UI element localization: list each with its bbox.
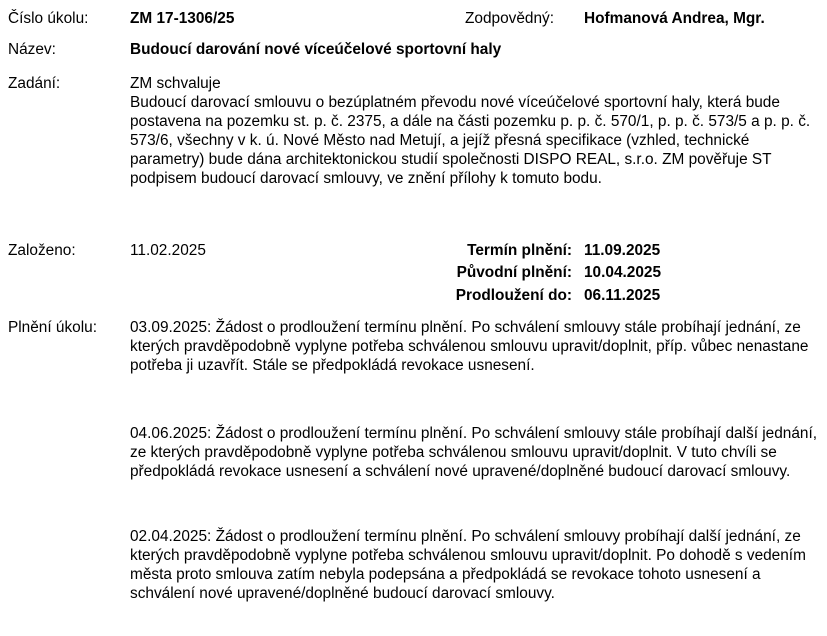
deadline-date: 11.09.2025 bbox=[584, 242, 661, 259]
fulfillment-entry: 04.06.2025: Žádost o prodloužení termínu plnění. Po schválení smlouvy stále probíhají další jednání, ze kterých pravděpodobně vyplyne potřeba schválenou smlouvu upravit/doplnit. V tuto chvíli se předpokládá revokace usnesení a schválení nové upravené/doplněné budoucí darovací smlouvy. bbox=[130, 425, 818, 480]
responsible-label: Zodpovědný: bbox=[465, 10, 554, 27]
original-deadline-date: 10.04.2025 bbox=[584, 264, 662, 281]
created-label: Založeno: bbox=[8, 242, 76, 259]
responsible-person: Hofmanová Andrea, Mgr. bbox=[584, 10, 765, 27]
original-deadline-label: Původní plnění: bbox=[456, 264, 572, 281]
deadline-label: Termín plnění: bbox=[467, 242, 572, 259]
assignment-body: Budoucí darovací smlouvu o bezúplatném převodu nové víceúčelové sportovní haly, která bude postavena na pozemku st. p. č. 2375, a dále na části pozemku p. p. č. 570/1, p. p. č. 573/5 a p. p. č. 573/6, všechny v k. ú. Nové Město nad Metují, a jejíž přesná specifikace (vzhled, technické parametry) bude dána architektonickou studií společnosti DISPO REAL, s.r.o. ZM pověřuje ST podpisem budoucí darovací smlouvy, ve znění přílohy k tomuto bodu. bbox=[130, 94, 811, 187]
fulfillment-entry: 02.04.2025: Žádost o prodloužení termínu plnění. Po schválení smlouvy probíhají další jednání, ze kterých pravděpodobně vyplyne potřeba schválenou smlouvu upravit/doplnit. Po dohodě s vedením města proto smlouva zatím nebyla podepsána a předpokládá se revokace tohoto usnesení a schválení nové upravené/doplněné budoucí darovací smlouvy. bbox=[130, 528, 806, 602]
task-number-label: Číslo úkolu: bbox=[8, 10, 89, 27]
extended-deadline-label: Prodloužení do: bbox=[455, 287, 572, 304]
assignment-line1: ZM schvaluje bbox=[130, 75, 221, 92]
task-name-label: Název: bbox=[8, 41, 56, 58]
task-number: ZM 17-1306/25 bbox=[130, 10, 235, 27]
fulfillment-label: Plnění úkolu: bbox=[8, 319, 97, 336]
assignment-text bbox=[130, 74, 820, 188]
extended-deadline-date: 06.11.2025 bbox=[584, 287, 661, 304]
assignment-label: Zadání: bbox=[8, 75, 61, 92]
task-name: Budoucí darování nové víceúčelové sportovní haly bbox=[130, 41, 502, 58]
created-date: 11.02.2025 bbox=[130, 242, 206, 259]
fulfillment-entry: 03.09.2025: Žádost o prodloužení termínu plnění. Po schválení smlouvy stále probíhají jednání, ze kterých pravděpodobně vyplyne potřeba schválenou smlouvu upravit/doplnit, příp. vůbec nenastane potřeba ji uzavřít. Stále se předpokládá revokace usnesení. bbox=[130, 319, 809, 374]
